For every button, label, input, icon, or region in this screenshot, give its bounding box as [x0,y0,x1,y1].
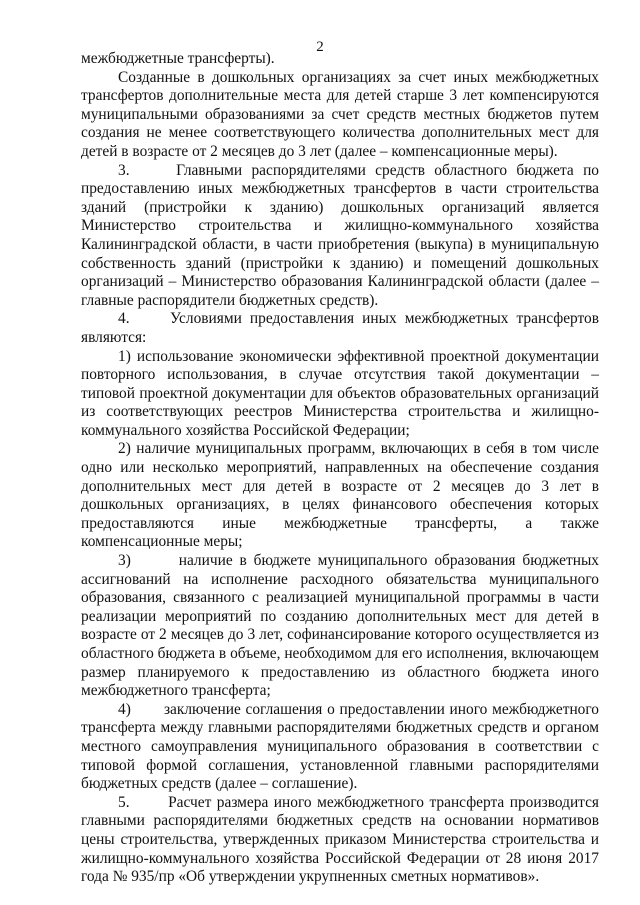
paragraph-condition-2: 2) наличие муниципальных программ, включающих в себя в том числе одно или несколько мероприятий, направленных на обеспечение создания дополнительных мест для детей в возрасте от 2 месяцев до 3 лет в дошкольных организациях, в целях финансового обеспечения которых предоставляются иные межбюджетные трансферты, а также компенсационные меры; [81,440,599,551]
paragraph-condition-3: 3) наличие в бюджете муниципального образования бюджетных ассигнований на исполнение расходного обязательства муниципального образования, связанного с реализацией муниципальной программы в части реализации мероприятий по созданию дополнительных мест для детей в возрасте от 2 месяцев до 3 лет, софинансирование которого осуществляется из областного бюджета в объеме, необходимом для его исполнения, включающем размер планируемого к предоставлению из областного бюджета иного межбюджетного трансферта; [81,552,599,700]
paragraph-condition-4: 4) заключение соглашения о предоставлении иного межбюджетного трансферта между главными распорядителями бюджетных средств и органом местного самоуправления муниципального образования в соответствии с типовой формой соглашения, установленной главными распорядителями бюджетных средств (далее – соглашение). [81,700,599,793]
paragraph-compensation: Созданные в дошкольных организациях за счет иных межбюджетных трансфертов дополнительные места для детей старше 3 лет компенсируются муниципальными образованиями за счет средств местных бюджетов путем создания не менее соответствующего количества дополнительных мест для детей в возрасте от 2 месяцев до 3 лет (далее – компенсационные меры). [81,68,599,160]
paragraph-condition-1: 1) использование экономически эффективной проектной документации повторного использования, в случае отсутствия такой документации – типовой проектной документации для объектов образовательных организаций из соответствующих реестров Министерства строительства и жилищно-коммунального хозяйства Российской Федерации; [81,347,599,439]
paragraph-item-4: 4. Условиями предоставления иных межбюджетных трансфертов являются: [81,310,599,346]
paragraph-item-5: 5. Расчет размера иного межбюджетного трансферта производится главными распорядителями бюджетных средств на основании нормативов цены строительства, утвержденных приказом Министерства строительства и жилищно-коммунального хозяйства Российской Федерации от 28 июня 2017 года № 935/пр «Об утверждении укрупненных сметных нормативов». [81,793,599,886]
document-body [81,50,599,887]
paragraph-item-3: 3. Главными распорядителями средств областного бюджета по предоставлению иных межбюджетных трансфертов в части строительства зданий (пристройки к зданию) дошкольных организаций является Министерство строительства и жилищно-коммунального хозяйства Калининградской области, в части приобретения (выкупа) в муниципальную собственность зданий (пристройки к зданию) и помещений дошкольных организаций – Министерство образования Калининградской области (далее – главные распорядители бюджетных средств). [81,161,599,309]
paragraph-continuation: межбюджетные трансферты). [81,50,275,67]
page-number: 2 [316,39,324,55]
